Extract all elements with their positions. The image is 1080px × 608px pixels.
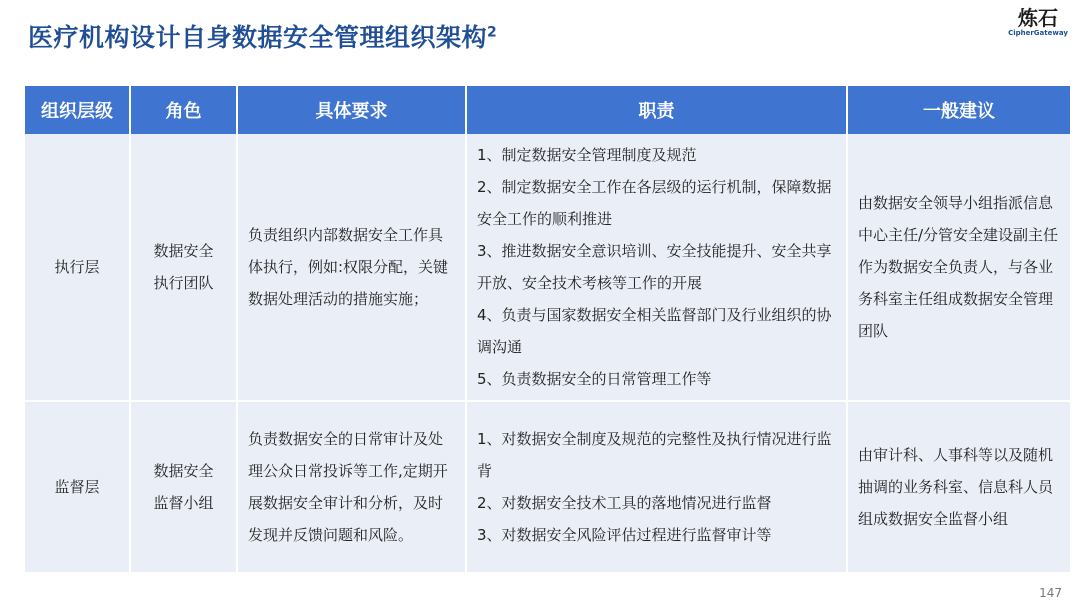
- header-duties: 职责: [466, 86, 847, 134]
- header-advice: 一般建议: [847, 86, 1070, 134]
- logo-subtitle: CipherGateway: [1008, 29, 1068, 37]
- duty-item: 3、推进数据安全意识培训、安全技能提升、安全共享开放、安全技术考核等工作的开展: [477, 242, 832, 292]
- header-level: 组织层级: [25, 86, 130, 134]
- duty-item: 3、对数据安全风险评估过程进行监督审计等: [477, 526, 772, 544]
- table-row-supervision: [25, 401, 1070, 573]
- duty-item: 4、负责与国家数据安全相关监督部门及行业组织的协调沟通: [477, 306, 832, 356]
- page-number: 147: [1039, 586, 1062, 600]
- cell-advice: 由数据安全领导小组指派信息中心主任/分管安全建设副主任作为数据安全负责人，与各业务科室主任组成数据安全管理团队: [847, 134, 1070, 401]
- duty-item: 2、制定数据安全工作在各层级的运行机制，保障数据安全工作的顺利推进: [477, 178, 832, 228]
- role-line: 执行团队: [153, 274, 214, 292]
- page-title-text: 医疗机构设计自身数据安全管理组织架构: [28, 23, 488, 52]
- cell-role: [130, 134, 237, 401]
- table-header-row: [25, 86, 1070, 134]
- cell-advice: 由审计科、人事科等以及随机抽调的业务科室、信息科人员组成数据安全监督小组: [847, 401, 1070, 573]
- cell-level: 监督层: [25, 401, 130, 573]
- cell-duties: [466, 401, 847, 573]
- cell-requirement: 负责数据安全的日常审计及处理公众日常投诉等工作,定期开展数据安全审计和分析，及时发现并反馈问题和风险。: [237, 401, 466, 573]
- logo-mark: 炼石: [1018, 6, 1058, 30]
- header-requirement: 具体要求: [237, 86, 466, 134]
- cell-role: [130, 401, 237, 573]
- duty-item: 5、负责数据安全的日常管理工作等: [477, 370, 712, 388]
- page-title: [28, 18, 497, 54]
- role-line: 监督小组: [153, 494, 214, 512]
- role-line: 数据安全: [153, 462, 214, 480]
- title-superscript: 2: [487, 24, 498, 41]
- cell-level: 执行层: [25, 134, 130, 401]
- role-line: 数据安全: [153, 242, 214, 260]
- ciphergateway-logo: [1008, 6, 1068, 37]
- org-structure-table: [25, 86, 1070, 574]
- cell-requirement: 负责组织内部数据安全工作具体执行，例如:权限分配，关键数据处理活动的措施实施；: [237, 134, 466, 401]
- duty-item: 2、对数据安全技术工具的落地情况进行监督: [477, 494, 772, 512]
- duty-item: 1、对数据安全制度及规范的完整性及执行情况进行监背: [477, 430, 832, 480]
- duty-item: 1、制定数据安全管理制度及规范: [477, 146, 697, 164]
- table-row-execution: [25, 134, 1070, 401]
- header-role: 角色: [130, 86, 237, 134]
- cell-duties: [466, 134, 847, 401]
